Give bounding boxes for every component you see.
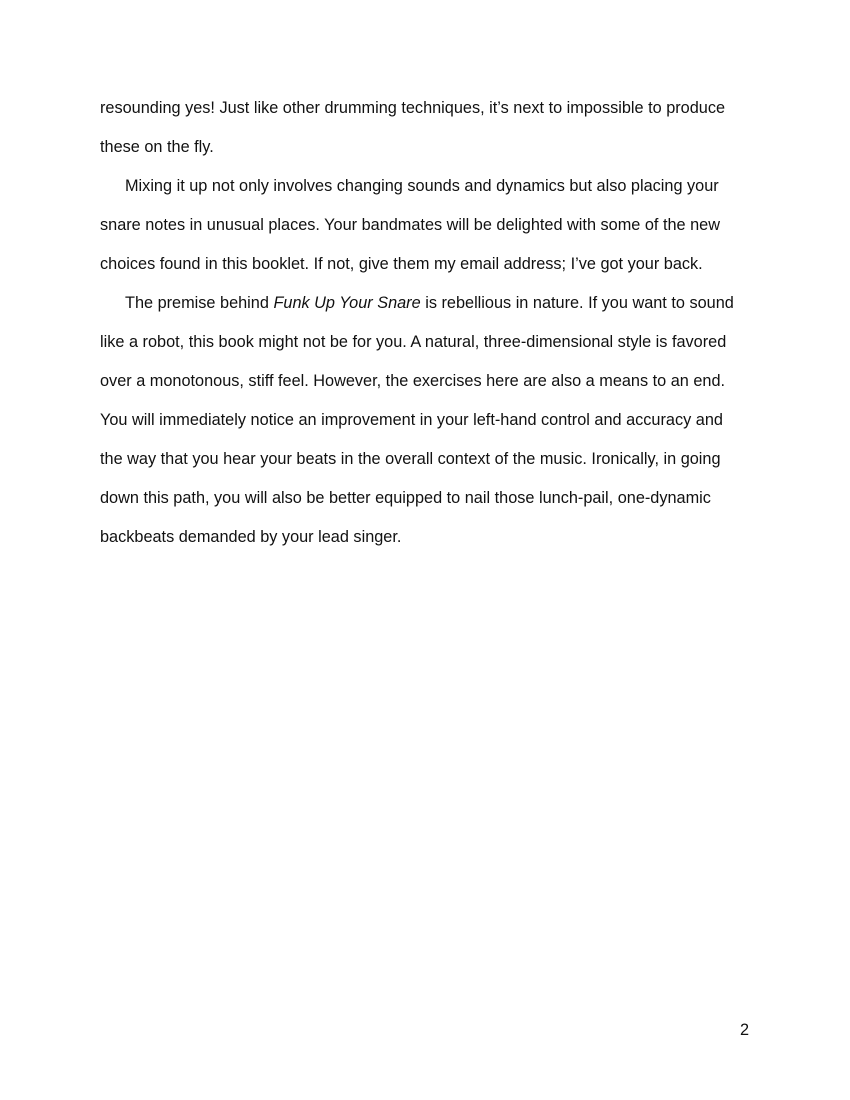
paragraph-line: over a monotonous, stiff feel. However, the exercises here are also a means to an end. [100,372,726,390]
paragraph-line: snare notes in unusual places. Your bandmates will be delighted with some of the new [100,216,720,234]
paragraph-line: these on the fly. [100,138,214,156]
paragraph-line: like a robot, this book might not be for you. A natural, three-dimensional style is favored [100,333,727,351]
paragraph-line: You will immediately notice an improvement in your left-hand control and accuracy and [100,411,723,429]
paragraph-line: the way that you hear your beats in the overall context of the music. Ironically, in going [100,450,721,468]
paragraph-1 [100,89,760,167]
paragraph-line: resounding yes! Just like other drumming techniques, it’s next to impossible to produce [100,99,726,117]
text-run: The premise behind [125,294,274,312]
text-run: is rebellious in nature. If you want to sound [420,294,734,312]
paragraph-line: down this path, you will also be better equipped to nail those lunch-pail, one-dynamic [100,489,711,507]
page-number: 2 [740,1021,750,1039]
paragraph-line: choices found in this booklet. If not, give them my email address; I’ve got your back. [100,255,703,273]
book-title: Funk Up Your Snare [273,294,421,312]
paragraph-line: backbeats demanded by your lead singer. [100,528,402,546]
paragraph-line [100,284,760,323]
paragraph-line: Mixing it up not only involves changing sounds and dynamics but also placing your [125,177,719,195]
paragraph-2 [100,167,760,284]
paragraph-3 [100,284,760,557]
page-body [100,89,760,557]
